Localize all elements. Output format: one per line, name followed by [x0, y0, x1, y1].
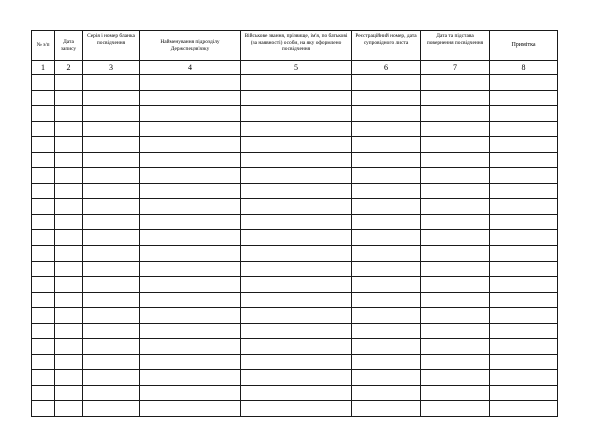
table-cell: [55, 183, 83, 199]
table-cell: [55, 199, 83, 215]
table-cell: [490, 339, 558, 355]
table-cell: [55, 292, 83, 308]
table-cell: [421, 106, 490, 122]
table-cell: [55, 354, 83, 370]
table-cell: [83, 246, 140, 262]
table-cell: [421, 199, 490, 215]
table-cell: [140, 261, 241, 277]
table-cell: [490, 137, 558, 153]
table-cell: [83, 152, 140, 168]
table-cell: [83, 199, 140, 215]
column-header-unit-name: Найменування підрозділу Держспецзв'язку: [140, 31, 241, 61]
table-cell: [32, 261, 55, 277]
table-cell: [352, 354, 421, 370]
table-cell: [140, 230, 241, 246]
table-cell: [241, 277, 352, 293]
table-cell: [83, 401, 140, 417]
table-cell: [32, 199, 55, 215]
table-cell: [352, 385, 421, 401]
table-cell: [352, 90, 421, 106]
table-cell: [421, 292, 490, 308]
table-cell: [421, 75, 490, 91]
table-cell: [140, 214, 241, 230]
table-cell: [55, 370, 83, 386]
table-cell: [352, 230, 421, 246]
table-cell: [490, 168, 558, 184]
table-cell: [241, 199, 352, 215]
table-cell: [241, 214, 352, 230]
table-row: [32, 323, 558, 339]
column-header-note: Примітка: [490, 31, 558, 61]
table-cell: [32, 106, 55, 122]
table-cell: [140, 183, 241, 199]
table-cell: [421, 137, 490, 153]
table-row: [32, 339, 558, 355]
table-cell: [83, 183, 140, 199]
table-cell: [32, 401, 55, 417]
table-cell: [32, 308, 55, 324]
table-cell: [241, 323, 352, 339]
table-cell: [83, 137, 140, 153]
table-cell: [55, 323, 83, 339]
table-cell: [241, 90, 352, 106]
table-row: [32, 277, 558, 293]
table-cell: [55, 246, 83, 262]
table-cell: [140, 246, 241, 262]
table-cell: [490, 385, 558, 401]
table-cell: [55, 168, 83, 184]
table-cell: [352, 401, 421, 417]
column-header-blank-series-number: Серія і номер бланка посвідчення: [83, 31, 140, 61]
table-cell: [32, 339, 55, 355]
table-row: [32, 246, 558, 262]
table-cell: [83, 106, 140, 122]
column-number: 4: [140, 61, 241, 75]
table-cell: [32, 137, 55, 153]
table-cell: [421, 121, 490, 137]
table-cell: [241, 370, 352, 386]
table-cell: [32, 75, 55, 91]
table-cell: [352, 370, 421, 386]
table-cell: [352, 261, 421, 277]
table-cell: [421, 168, 490, 184]
table-row: [32, 370, 558, 386]
table-cell: [83, 354, 140, 370]
table-row: [32, 90, 558, 106]
table-cell: [55, 277, 83, 293]
table-cell: [421, 152, 490, 168]
table-cell: [140, 308, 241, 324]
table-cell: [241, 183, 352, 199]
table-cell: [352, 75, 421, 91]
table-cell: [32, 370, 55, 386]
table-cell: [490, 214, 558, 230]
table-cell: [32, 354, 55, 370]
table-cell: [352, 214, 421, 230]
table-cell: [83, 121, 140, 137]
table-cell: [352, 246, 421, 262]
table-cell: [241, 152, 352, 168]
table-cell: [490, 401, 558, 417]
column-number: 5: [241, 61, 352, 75]
table-row: [32, 168, 558, 184]
table-cell: [421, 354, 490, 370]
table-cell: [490, 183, 558, 199]
table-cell: [241, 137, 352, 153]
column-header-return-date: Дата та підстава повернення посвідчення: [421, 31, 490, 61]
table-cell: [140, 370, 241, 386]
table-cell: [490, 277, 558, 293]
table-cell: [421, 308, 490, 324]
table-cell: [490, 230, 558, 246]
table-cell: [490, 292, 558, 308]
table-cell: [55, 261, 83, 277]
table-cell: [83, 230, 140, 246]
table-cell: [352, 152, 421, 168]
table-cell: [32, 230, 55, 246]
table-cell: [490, 308, 558, 324]
table-cell: [32, 168, 55, 184]
table-cell: [140, 106, 241, 122]
table-cell: [140, 339, 241, 355]
table-cell: [421, 385, 490, 401]
table-cell: [83, 370, 140, 386]
table-cell: [83, 292, 140, 308]
table-cell: [421, 323, 490, 339]
table-cell: [490, 152, 558, 168]
table-cell: [140, 152, 241, 168]
table-cell: [32, 121, 55, 137]
table-cell: [83, 339, 140, 355]
table-cell: [55, 75, 83, 91]
column-header-row: [32, 31, 558, 61]
table-cell: [32, 214, 55, 230]
table-row: [32, 137, 558, 153]
table-cell: [241, 308, 352, 324]
table-row: [32, 308, 558, 324]
table-row: [32, 152, 558, 168]
column-number: 7: [421, 61, 490, 75]
table-cell: [490, 354, 558, 370]
register-table: [31, 30, 558, 417]
table-cell: [421, 277, 490, 293]
table-cell: [32, 90, 55, 106]
table-cell: [241, 75, 352, 91]
table-cell: [140, 168, 241, 184]
table-cell: [55, 214, 83, 230]
table-cell: [352, 339, 421, 355]
table-cell: [83, 75, 140, 91]
table-cell: [140, 90, 241, 106]
table-cell: [241, 401, 352, 417]
table-cell: [32, 183, 55, 199]
table-cell: [490, 370, 558, 386]
table-cell: [421, 183, 490, 199]
table-cell: [83, 90, 140, 106]
table-cell: [421, 401, 490, 417]
column-number: 3: [83, 61, 140, 75]
table-cell: [490, 121, 558, 137]
table-row: [32, 183, 558, 199]
register-body: [32, 75, 558, 417]
table-cell: [32, 152, 55, 168]
table-cell: [352, 292, 421, 308]
table-cell: [490, 261, 558, 277]
table-cell: [140, 121, 241, 137]
table-row: [32, 106, 558, 122]
column-header-entry-date: Дата запису: [55, 31, 83, 61]
table-cell: [55, 401, 83, 417]
table-cell: [55, 339, 83, 355]
table-cell: [352, 323, 421, 339]
table-row: [32, 75, 558, 91]
table-cell: [241, 121, 352, 137]
table-cell: [140, 137, 241, 153]
table-cell: [83, 261, 140, 277]
table-cell: [352, 277, 421, 293]
table-cell: [241, 339, 352, 355]
table-cell: [352, 183, 421, 199]
column-number: 8: [490, 61, 558, 75]
table-cell: [490, 75, 558, 91]
column-header-registration-number: Реєстраційний номер, дата супровідного листа: [352, 31, 421, 61]
table-row: [32, 230, 558, 246]
table-cell: [490, 199, 558, 215]
column-number-row: [32, 61, 558, 75]
column-header-number: № з/п: [32, 31, 55, 61]
table-row: [32, 214, 558, 230]
table-cell: [241, 230, 352, 246]
table-cell: [32, 385, 55, 401]
table-cell: [352, 168, 421, 184]
table-cell: [421, 214, 490, 230]
table-row: [32, 261, 558, 277]
table-cell: [490, 106, 558, 122]
column-number: 6: [352, 61, 421, 75]
column-number: 1: [32, 61, 55, 75]
table-cell: [352, 121, 421, 137]
table-cell: [352, 106, 421, 122]
table-cell: [83, 277, 140, 293]
table-cell: [421, 261, 490, 277]
table-cell: [140, 199, 241, 215]
table-cell: [83, 168, 140, 184]
table-cell: [83, 214, 140, 230]
table-cell: [421, 370, 490, 386]
table-cell: [140, 385, 241, 401]
table-cell: [140, 323, 241, 339]
table-cell: [55, 230, 83, 246]
table-cell: [55, 121, 83, 137]
column-header-person-name: Військове звання, прізвище, ім'я, по батькові (за наявності) особи, на яку оформлено посвідчення: [241, 31, 352, 61]
table-row: [32, 401, 558, 417]
table-cell: [140, 292, 241, 308]
table-row: [32, 199, 558, 215]
table-cell: [241, 246, 352, 262]
table-cell: [32, 246, 55, 262]
table-cell: [55, 90, 83, 106]
table-cell: [55, 106, 83, 122]
table-cell: [352, 308, 421, 324]
table-cell: [83, 323, 140, 339]
table-cell: [421, 339, 490, 355]
table-cell: [352, 137, 421, 153]
table-cell: [55, 308, 83, 324]
column-number: 2: [55, 61, 83, 75]
table-cell: [421, 246, 490, 262]
table-cell: [490, 246, 558, 262]
table-cell: [83, 308, 140, 324]
table-cell: [490, 323, 558, 339]
table-cell: [32, 323, 55, 339]
table-cell: [32, 277, 55, 293]
table-cell: [32, 292, 55, 308]
table-cell: [421, 230, 490, 246]
table-row: [32, 121, 558, 137]
table-cell: [140, 277, 241, 293]
table-cell: [241, 168, 352, 184]
table-cell: [140, 401, 241, 417]
table-cell: [490, 90, 558, 106]
table-row: [32, 354, 558, 370]
table-row: [32, 292, 558, 308]
table-cell: [55, 152, 83, 168]
table-cell: [421, 90, 490, 106]
table-cell: [241, 385, 352, 401]
table-cell: [140, 354, 241, 370]
table-cell: [241, 354, 352, 370]
table-cell: [55, 137, 83, 153]
table-cell: [352, 199, 421, 215]
table-cell: [140, 75, 241, 91]
table-cell: [241, 292, 352, 308]
table-cell: [83, 385, 140, 401]
table-row: [32, 385, 558, 401]
table-cell: [241, 261, 352, 277]
table-cell: [241, 106, 352, 122]
table-cell: [55, 385, 83, 401]
